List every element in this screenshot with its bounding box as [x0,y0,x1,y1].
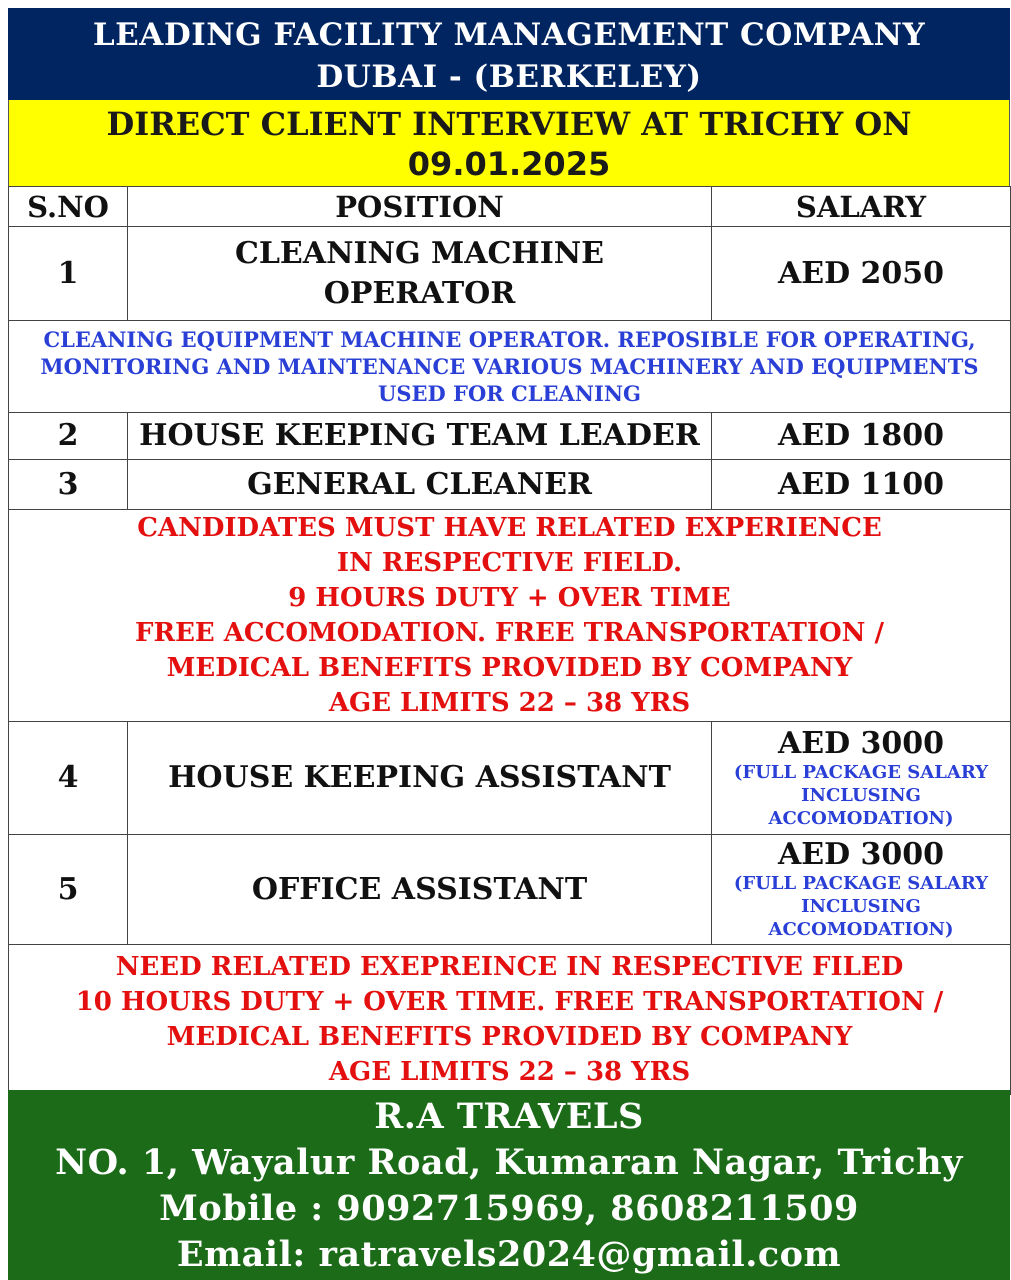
table-row [9,227,1011,321]
requirements-row [9,510,1011,722]
row-position: HOUSE KEEPING TEAM LEADER [128,413,712,460]
position-line: OPERATOR [323,275,516,311]
table-row [9,722,1011,835]
row-salary: AED 1100 [712,460,1011,510]
requirement-line: CANDIDATES MUST HAVE RELATED EXPERIENCE [137,512,882,543]
table-header-row [9,187,1011,227]
row-sno: 5 [9,835,128,945]
agency-mobile: Mobile : 9092715969, 8608211509 [159,1188,859,1229]
salary-note: INCLUSING [801,784,921,806]
agency-address: NO. 1, Wayalur Road, Kumaran Nagar, Trichy [55,1142,963,1183]
row-position: OFFICE ASSISTANT [128,835,712,945]
row-sno: 4 [9,722,128,835]
job-description [9,321,1011,413]
row-position: GENERAL CLEANER [128,460,712,510]
column-header-position: POSITION [128,187,712,227]
row-position: HOUSE KEEPING ASSISTANT [128,722,712,835]
job-poster [8,8,1010,1280]
requirement-line: 9 HOURS DUTY + OVER TIME [288,582,731,613]
column-header-salary: SALARY [712,187,1011,227]
requirement-line: MEDICAL BENEFITS PROVIDED BY COMPANY [166,652,853,683]
company-location: DUBAI - (BERKELEY) [316,59,702,95]
positions-table [8,186,1011,1095]
requirements-block [9,945,1011,1095]
requirement-line: MEDICAL BENEFITS PROVIDED BY COMPANY [166,1021,853,1052]
row-sno: 2 [9,413,128,460]
requirements-block [9,510,1011,722]
requirement-line: FREE ACCOMODATION. FREE TRANSPORTATION / [135,617,884,648]
row-sno: 3 [9,460,128,510]
requirement-line: IN RESPECTIVE FIELD. [336,547,683,578]
agency-name: R.A TRAVELS [374,1096,644,1137]
agency-email: Email: ratravels2024@gmail.com [176,1234,842,1275]
agency-contact-footer [8,1090,1010,1280]
requirement-line: AGE LIMITS 22 – 38 YRS [328,1056,691,1087]
salary-note: INCLUSING [801,896,921,917]
description-line: CLEANING EQUIPMENT MACHINE OPERATOR. REPOSIBLE FOR OPERATING, [43,327,976,352]
description-line: MONITORING AND MAINTENANCE VARIOUS MACHINERY AND EQUIPMENTS [40,354,979,379]
interview-text: DIRECT CLIENT INTERVIEW AT TRICHY ON [106,105,912,143]
company-title-banner [8,8,1010,100]
description-row [9,321,1011,413]
requirement-line: AGE LIMITS 22 – 38 YRS [328,687,691,718]
requirement-line: NEED RELATED EXEPREINCE IN RESPECTIVE FILED [115,951,904,982]
table-row [9,413,1011,460]
column-header-sno: S.NO [9,187,128,227]
salary-note: (FULL PACKAGE SALARY [733,873,989,894]
salary-amount: AED 3000 [777,725,945,761]
company-title: LEADING FACILITY MANAGEMENT COMPANY [92,17,926,53]
requirement-line: 10 HOURS DUTY + OVER TIME. FREE TRANSPORTATION / [75,986,944,1017]
salary-note: (FULL PACKAGE SALARY [733,761,989,783]
row-position [128,227,712,321]
salary-amount: AED 3000 [777,837,945,872]
description-line: USED FOR CLEANING [378,381,641,406]
interview-date: 09.01.2025 [407,145,611,183]
position-line: CLEANING MACHINE [234,235,605,271]
row-sno: 1 [9,227,128,321]
row-salary [712,835,1011,945]
interview-banner [8,100,1010,186]
row-salary: AED 2050 [712,227,1011,321]
row-salary [712,722,1011,835]
salary-note: ACCOMODATION) [768,807,954,829]
requirements-row [9,945,1011,1095]
table-row [9,835,1011,945]
salary-note: ACCOMODATION) [768,919,954,940]
table-row [9,460,1011,510]
row-salary: AED 1800 [712,413,1011,460]
